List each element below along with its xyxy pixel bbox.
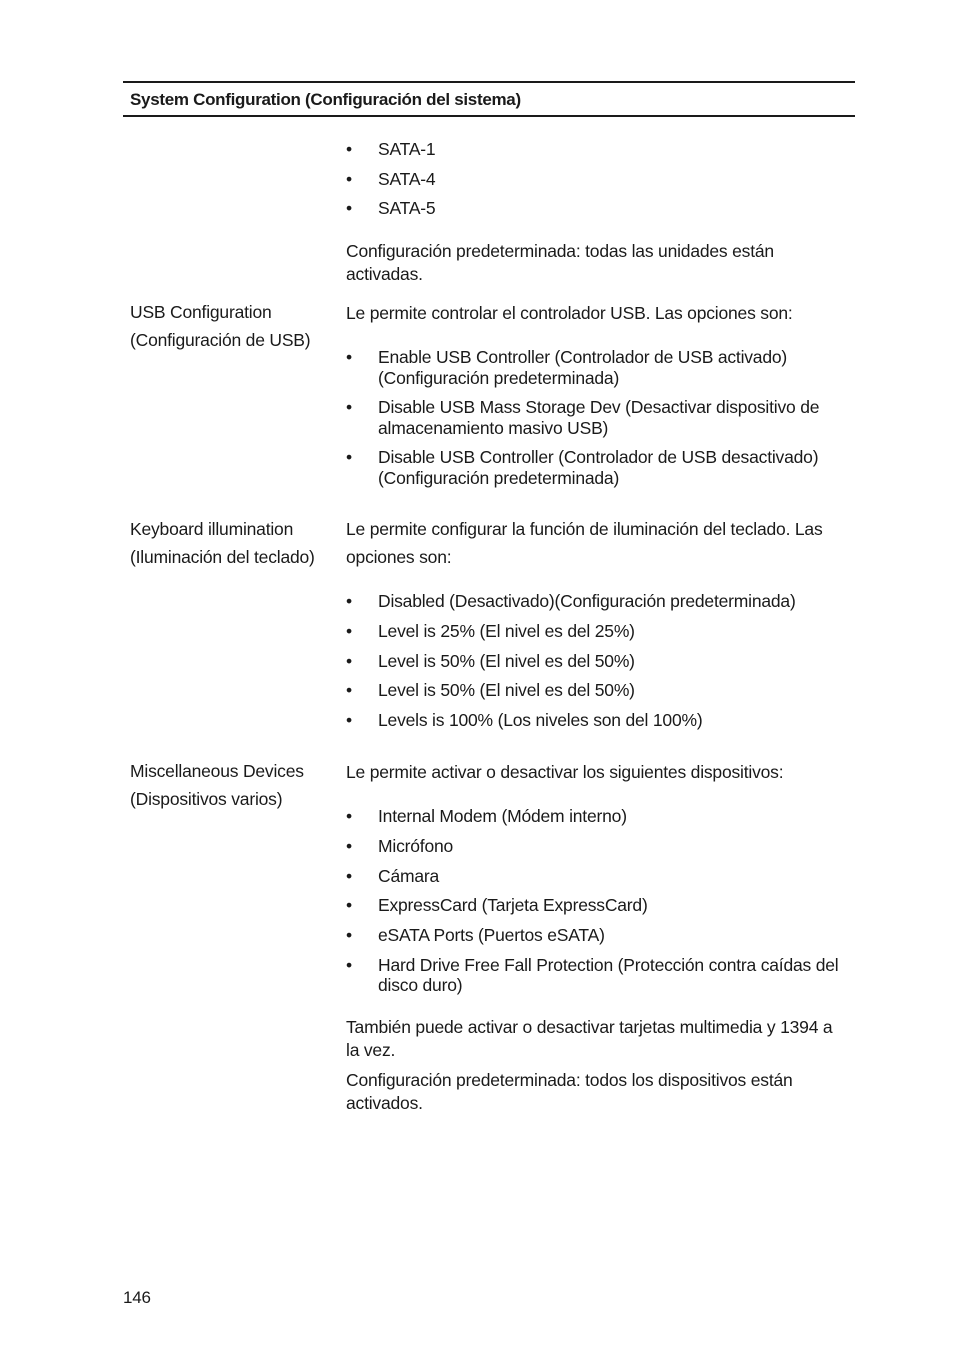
list-item: • Enable USB Controller (Controlador de USB activado) (Configuración predeterminada) [346, 347, 788, 388]
usb-config-options [346, 347, 846, 488]
keyboard-illumination-intro: Le permite configurar la función de iluminación del teclado. Las opciones son: [346, 519, 823, 567]
sata-list [346, 139, 846, 228]
list-item: • SATA-4 [346, 168, 436, 189]
bullet-icon: • [346, 895, 352, 916]
keyboard-illumination-options [346, 591, 846, 740]
bullet-icon: • [346, 865, 352, 886]
misc-devices-options [346, 806, 846, 996]
list-item: • SATA-5 [346, 198, 436, 219]
bullet-icon: • [346, 806, 352, 826]
page-number: 146 [123, 1288, 151, 1307]
sata-description [346, 139, 846, 286]
list-item: • Level is 50% (El nivel es del 50%) [346, 680, 635, 701]
usb-config-intro: Le permite controlar el controlador USB. Las opciones son: [346, 303, 793, 323]
bullet-icon: • [346, 198, 352, 219]
bullet-icon: • [346, 620, 352, 641]
bullet-icon: • [346, 835, 352, 856]
misc-devices-note: También puede activar o desactivar tarjetas multimedia y 1394 a la vez. [346, 1016, 833, 1060]
keyboard-illumination-description [346, 516, 846, 740]
bullet-icon: • [346, 447, 352, 467]
bullet-icon: • [346, 680, 352, 701]
bullet-icon: • [346, 347, 352, 367]
list-item: • SATA-1 [346, 139, 436, 159]
misc-devices-label: Miscellaneous Devices (Dispositivos varios) [130, 761, 304, 809]
bullet-icon: • [346, 591, 352, 611]
usb-config-description [346, 302, 846, 488]
bullet-icon: • [346, 650, 352, 671]
list-item: • Disable USB Controller (Controlador de USB desactivado)(Configuración predeterminada) [346, 447, 819, 488]
bullet-icon: • [346, 397, 352, 417]
bullet-icon: • [346, 954, 352, 975]
list-item: • Cámara [346, 865, 440, 886]
table-title: System Configuration (Configuración del sistema) [130, 90, 521, 109]
list-item: • Levels is 100% (Los niveles son del 100%) [346, 710, 703, 731]
list-item: • Micrófono [346, 835, 454, 856]
list-item: • ExpressCard (Tarjeta ExpressCard) [346, 895, 648, 916]
list-item: • Disable USB Mass Storage Dev (Desactivar dispositivo de almacenamiento masivo USB) [346, 397, 820, 438]
misc-devices-default-text: Configuración predeterminada: todos los dispositivos están activados. [346, 1069, 793, 1113]
list-item: • eSATA Ports (Puertos eSATA) [346, 925, 605, 946]
list-item: • Level is 25% (El nivel es del 25%) [346, 620, 635, 641]
keyboard-illumination-label: Keyboard illumination (Iluminación del teclado) [130, 519, 315, 567]
list-item: • Level is 50% (El nivel es del 50%) [346, 650, 635, 671]
bullet-icon: • [346, 925, 352, 946]
usb-config-label: USB Configuration (Configuración de USB) [130, 302, 311, 350]
misc-devices-description [346, 761, 846, 1115]
misc-devices-intro: Le permite activar o desactivar los siguientes dispositivos: [346, 762, 784, 782]
table-header [123, 81, 855, 117]
list-item: • Hard Drive Free Fall Protection (Protección contra caídas del disco duro) [346, 954, 839, 996]
bullet-icon: • [346, 168, 352, 189]
sata-default-text: Configuración predeterminada: todas las unidades están activadas. [346, 241, 774, 285]
list-item: • Disabled (Desactivado)(Configuración predeterminada) [346, 591, 796, 611]
bullet-icon: • [346, 710, 352, 731]
list-item: • Internal Modem (Módem interno) [346, 806, 627, 826]
bullet-icon: • [346, 139, 352, 159]
